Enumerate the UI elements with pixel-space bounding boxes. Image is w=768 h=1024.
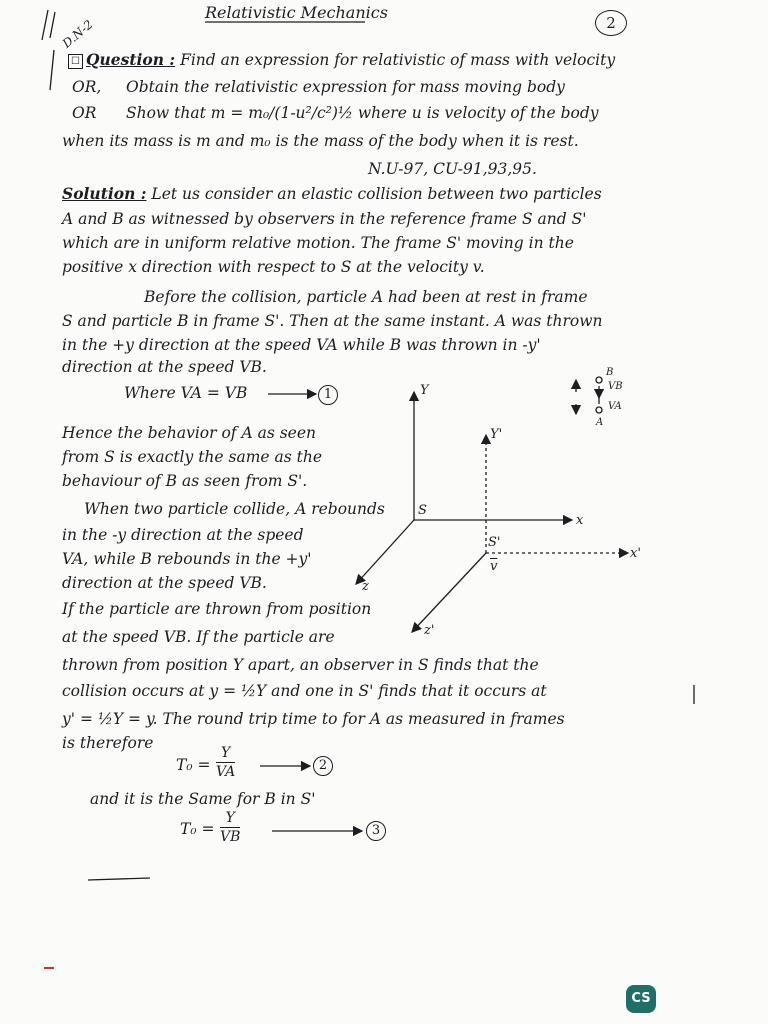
camscanner-logo: CS xyxy=(626,985,656,1013)
page-number: 2 xyxy=(595,10,627,36)
solution-line-21: is therefore xyxy=(62,734,154,752)
eq-3-num: Y xyxy=(220,810,240,828)
solution-label: Solution : xyxy=(62,184,147,203)
eq-3-tag-wrap xyxy=(366,821,386,841)
eq-2-fraction xyxy=(216,745,235,780)
solution-line-12: When two particle collide, A rebounds xyxy=(84,500,385,518)
checkbox-icon: ☐ xyxy=(68,54,83,69)
where-equation: Where VA = VB xyxy=(124,384,248,402)
label-z: z xyxy=(362,579,369,594)
solution-line-1: Solution : Let us consider an elastic collision between two particles xyxy=(62,184,602,203)
question-label: Question : xyxy=(86,50,176,69)
solution-line-8: direction at the speed VB. xyxy=(62,358,267,376)
label-Sp: S' xyxy=(488,535,501,550)
eq-2-num: Y xyxy=(216,745,235,763)
solution-line-11: behaviour of B as seen from S'. xyxy=(62,472,308,490)
solution-line-5: Before the collision, particle A had been at rest in frame xyxy=(144,288,588,306)
solution-line-3: which are in uniform relative motion. The frame S' moving in the xyxy=(62,234,574,252)
s-z-axis xyxy=(356,520,414,584)
or-2: OR xyxy=(72,104,97,122)
label-A: A xyxy=(596,417,604,428)
question-refs: N.U-97, CU-91,93,95. xyxy=(368,160,537,178)
label-S: S xyxy=(418,503,427,518)
eq-1-tag: 1 xyxy=(318,385,338,405)
label-Y: Y xyxy=(420,383,429,398)
solution-line-22: and it is the Same for B in S' xyxy=(90,790,316,808)
solution-line-7: in the +y direction at the speed VA while B was thrown in -y' xyxy=(62,336,541,354)
solution-line-4: positive x direction with respect to S at the velocity v. xyxy=(62,258,485,276)
eq-2-tag: 2 xyxy=(313,756,333,776)
question-text-4: when its mass is m and m₀ is the mass of the body when it is rest. xyxy=(62,132,579,150)
solution-line-19: collision occurs at y = ½Y and one in S' finds that it occurs at xyxy=(62,682,547,700)
sp-z-axis xyxy=(412,553,486,632)
solution-line-16: If the particle are thrown from position xyxy=(62,600,372,618)
eq-1-tag-wrap xyxy=(318,385,338,405)
solution-line-18: thrown from position Y apart, an observer in S finds that the xyxy=(62,656,539,674)
solution-line-13: in the -y direction at the speed xyxy=(62,526,304,544)
question-text-2: Obtain the relativistic expression for mass moving body xyxy=(126,78,565,96)
eq-3-tag: 3 xyxy=(366,821,386,841)
label-VB: VB xyxy=(608,381,623,392)
solution-line-10: from S is exactly the same as the xyxy=(62,448,323,466)
solution-line-14: VA, while B rebounds in the +y' xyxy=(62,550,312,568)
eq-3-fraction xyxy=(220,810,240,845)
solution-line-6: S and particle B in frame S'. Then at the same instant. A was thrown xyxy=(62,312,603,330)
label-x: x xyxy=(576,513,584,528)
label-xp: x' xyxy=(630,546,641,561)
label-zp: z' xyxy=(424,623,435,638)
label-B: B xyxy=(606,367,614,378)
label-Yp: Y' xyxy=(490,427,503,442)
question-text-1: Find an expression for relativistic of mass with velocity xyxy=(180,51,616,69)
solution-line-15: direction at the speed VB. xyxy=(62,574,267,592)
label-VA: VA xyxy=(608,401,622,412)
eq-3-lhs: T₀ = xyxy=(180,820,215,838)
question-line-1 xyxy=(68,52,615,69)
eq-2-tag-wrap xyxy=(313,756,333,776)
solution-line-2: A and B as witnessed by observers in the reference frame S and S' xyxy=(62,210,587,228)
solution-line-17: at the speed VB. If the particle are xyxy=(62,628,335,646)
eq-2-den: VA xyxy=(216,764,236,780)
solution-line-9: Hence the behavior of A as seen xyxy=(62,424,316,442)
eq-2-lhs: T₀ = xyxy=(176,756,211,774)
eq-3-den: VB xyxy=(220,829,241,845)
question-text-3: Show that m = m₀/(1-u²/c²)½ where u is velocity of the body xyxy=(126,104,599,122)
date-note: D.N-2 xyxy=(59,17,96,51)
solution-line-20: y' = ½Y = y. The round trip time to for A as measured in frames xyxy=(62,710,565,728)
label-v: $\overline{v}$ xyxy=(490,559,498,574)
or-1: OR, xyxy=(72,78,102,96)
page-title: Relativistic Mechanics xyxy=(205,3,388,22)
